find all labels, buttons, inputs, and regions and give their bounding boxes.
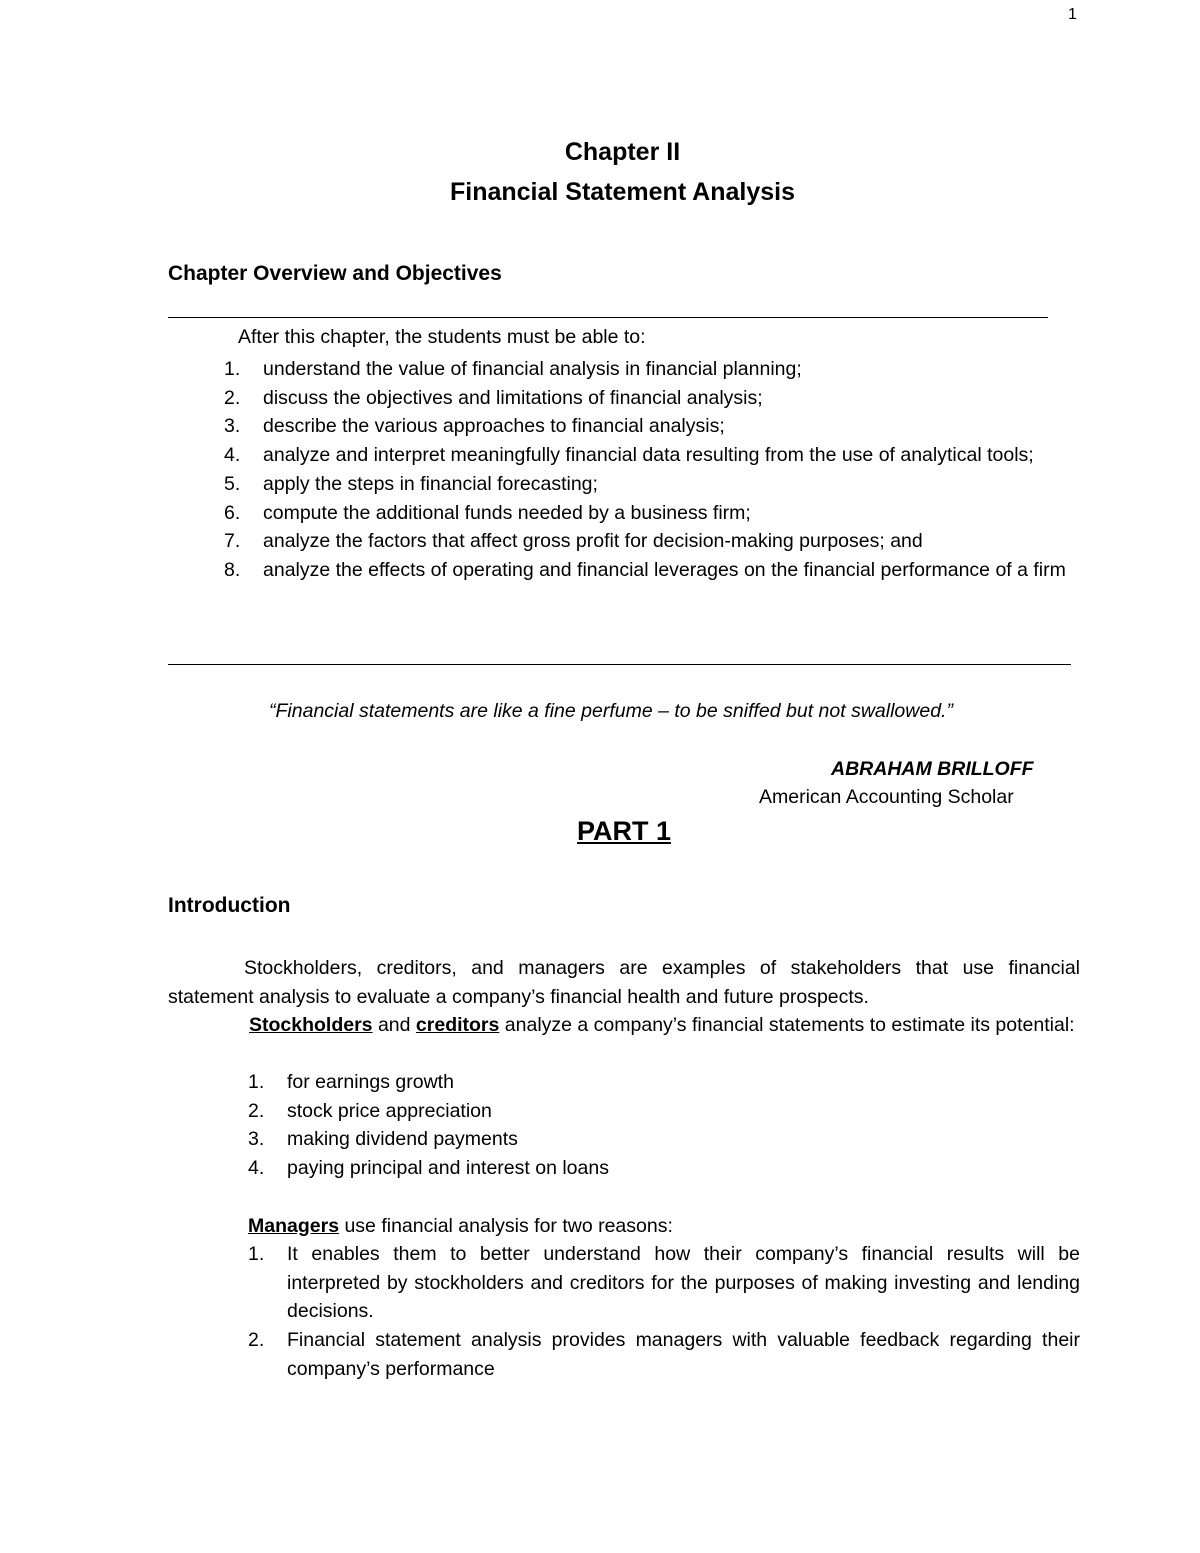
intro-paragraph-1: Stockholders, creditors, and managers are examples of stakeholders that use financial statement analysis to evaluate a company’s financial health and future prospects. [168,957,1080,1008]
list-item: 4. analyze and interpret meaningfully financial data resulting from the use of analytical tools; [224,444,1034,467]
top-divider [168,317,1048,318]
epigraph-quote: “Financial statements are like a fine perfume – to be sniffed but not swallowed.” [269,700,953,722]
managers-term: Managers [248,1215,340,1237]
quote-author: ABRAHAM BRILLOFF [831,758,1034,780]
bottom-divider [168,664,1071,665]
part-title: PART 1 [577,816,672,846]
list-item: 8. analyze the effects of operating and financial leverages on the financial performance of a firm [224,558,1066,581]
stockholders-term: Stockholders [249,1014,373,1036]
list-item: 3. describe the various approaches to financial analysis; [224,415,725,438]
intro-paragraph-2: Stockholders and creditors analyze a company’s financial statements to estimate its potential: [249,1014,1075,1036]
managers-reasons-list [248,1240,1080,1384]
page-number: 1 [1068,6,1077,23]
introduction-heading: Introduction [168,894,291,917]
creditors-term: creditors [415,1014,500,1036]
quote-author-role: American Accounting Scholar [759,786,1014,808]
overview-heading: Chapter Overview and Objectives [168,262,502,285]
chapter-number: Chapter II [564,138,681,166]
managers-paragraph: Managers use financial analysis for two reasons: [248,1215,673,1237]
list-item: 2. Financial statement analysis provides managers with valuable feedback regarding their company’s performance [248,1329,1080,1380]
list-item: 7. analyze the factors that affect gross profit for decision-making purposes; and [224,530,923,553]
list-item: 2. stock price appreciation [248,1099,492,1122]
stockholder-potential-list [248,1068,948,1183]
list-item: 1. It enables them to better understand how their company’s financial results will be interpreted by stockholders and creditors for the purposes of making investing and lending decisions. [248,1243,1080,1323]
list-item: 6. compute the additional funds needed by a business firm; [224,501,751,524]
list-item: 2. discuss the objectives and limitations of financial analysis; [224,386,763,409]
list-item: 1. for earnings growth [248,1071,454,1093]
list-item: 3. making dividend payments [248,1128,518,1151]
list-item: 5. apply the steps in financial forecasting; [224,472,598,495]
chapter-title: Financial Statement Analysis [449,178,796,206]
list-item: 4. paying principal and interest on loans [248,1157,609,1180]
objectives-list [224,355,1084,585]
objectives-intro: After this chapter, the students must be able to: [238,326,646,348]
list-item: 1. understand the value of financial analysis in financial planning; [224,358,802,380]
